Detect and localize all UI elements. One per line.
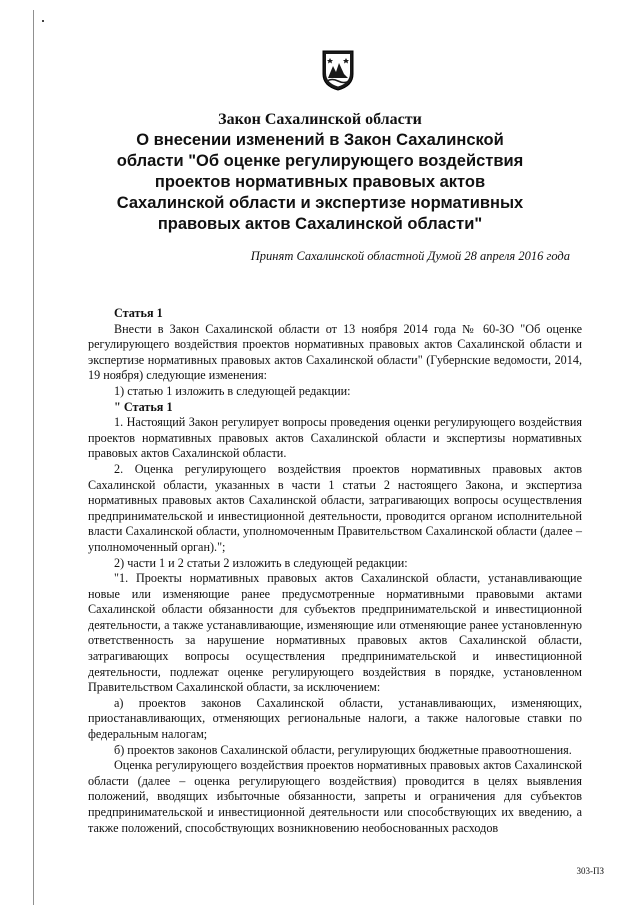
paragraph: "1. Проекты нормативных правовых актов Сахалинской области, устанавливающие новые или изменяющие ранее предусмотренные нормативными правовыми актами Сахалинской области обязанности для субъектов предпринимательской и инвестиционной деятельности, а также устанавливающие, изменяющие или отменяющие ранее установленную ответственность за нарушение нормативных правовых актов Сахалинской области, затрагивающих вопросы осуществления предпринимательской и инвестиционной деятельности, подлежат оценке регулирующего воздействия в порядке, установленном Правительством Сахалинской области, за исключением: — [88, 571, 582, 695]
paragraph: 2) части 1 и 2 статьи 2 изложить в следующей редакции: — [114, 555, 408, 570]
quoted-article-heading: " Статья 1 — [114, 399, 173, 414]
law-title-line: Сахалинской области и экспертизе нормативных — [116, 194, 524, 212]
adoption-note: Принят Сахалинской областной Думой 28 апреля 2016 года — [250, 249, 570, 263]
paragraph: Оценка регулирующего воздействия проектов нормативных правовых актов Сахалинской области (далее – оценка регулирующего воздействия) проводится в целях выявления положений, вводящих избыточные обязанности, запреты и ограничения для субъектов предпринимательской и инвестиционной деятельности или способствующих их введению, а также положений, способствующих возникновению необоснованных расходов — [88, 758, 582, 835]
law-title-line: О внесении изменений в Закон Сахалинской — [136, 131, 504, 149]
paragraph: 1) статью 1 изложить в следующей редакции: — [114, 383, 351, 398]
law-title-line: Закон Сахалинской области — [218, 111, 422, 128]
paragraph: а) проектов законов Сахалинской области, устанавливающих, изменяющих, приостанавливающих, отменяющих региональные налоги, а также налоговые ставки по федеральным налогам; — [88, 695, 582, 742]
scan-mark — [42, 20, 44, 22]
paragraph: Внести в Закон Сахалинской области от 13 ноября 2014 года № 60-ЗО "Об оценке регулирующего воздействия проектов нормативных правовых актов Сахалинской области и экспертизе нормативных правовых актов Сахалинской области" (Губернские ведомости, 2014, 19 ноября) следующие изменения: — [88, 321, 582, 383]
law-title — [100, 110, 540, 235]
law-title-line: проектов нормативных правовых актов — [154, 173, 486, 191]
article-heading: Статья 1 — [114, 306, 163, 320]
coat-of-arms-icon — [320, 48, 356, 92]
law-title-line: правовых актов Сахалинской области" — [157, 215, 483, 233]
document-body — [88, 306, 582, 836]
law-title-line: области "Об оценке регулирующего воздействия — [116, 152, 524, 170]
paragraph: 1. Настоящий Закон регулирует вопросы проведения оценки регулирующего воздействия проектов нормативных правовых актов Сахалинской области и экспертизы нормативных правовых актов Сахалинской области. — [88, 415, 582, 461]
paragraph: б) проектов законов Сахалинской области, регулирующих бюджетные правоотношения. — [114, 742, 572, 757]
scan-edge-line — [33, 10, 34, 905]
document-code: 303-ПЗ — [576, 866, 604, 876]
paragraph: 2. Оценка регулирующего воздействия проектов нормативных правовых актов Сахалинской области, указанных в части 1 статьи 2 настоящего Закона, и экспертиза нормативных правовых актов Сахалинской области, затрагивающих вопросы осуществления предпринимательской и инвестиционной деятельности, проводится органом исполнительной власти Сахалинской области, уполномоченным Правительством Сахалинской области (далее – уполномоченный орган)."; — [88, 461, 582, 554]
